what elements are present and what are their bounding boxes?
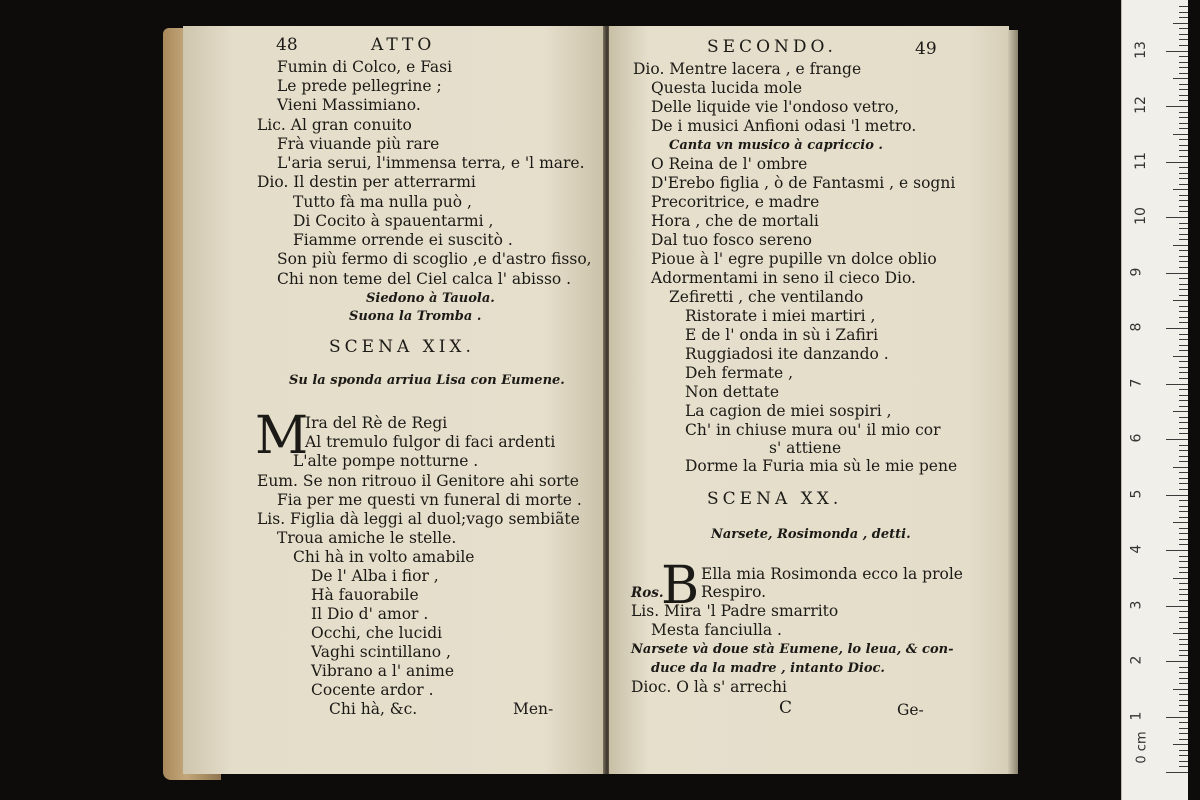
ruler-tick: [1179, 156, 1188, 157]
ruler-tick: [1179, 39, 1188, 40]
ruler-tick: [1179, 655, 1188, 656]
ruler-tick: [1166, 384, 1188, 385]
left-page: [183, 26, 607, 774]
text-line: Respiro.: [701, 583, 767, 601]
ruler-tick: [1179, 561, 1188, 562]
ruler-tick: [1166, 439, 1188, 440]
ruler-tick: [1173, 633, 1188, 634]
text-line: O Reina de l' ombre: [651, 155, 808, 173]
ruler-tick: [1179, 700, 1188, 701]
running-head: ATTO: [371, 35, 436, 55]
ruler-tick: [1179, 567, 1188, 568]
ruler-tick: [1179, 239, 1188, 240]
ruler-tick: [1173, 300, 1188, 301]
text-line: Il Dio d' amor .: [311, 605, 429, 623]
stage-direction: Siedono à Tauola.: [366, 291, 495, 306]
ruler-tick: [1179, 117, 1188, 118]
ruler-tick: [1179, 112, 1188, 113]
ruler-number: 12: [1132, 96, 1149, 114]
ruler-tick: [1166, 51, 1188, 52]
ruler-tick: [1179, 517, 1188, 518]
ruler-tick: [1173, 245, 1188, 246]
stage-direction: Su la sponda arriua Lisa con Eumene.: [289, 373, 565, 388]
ruler-tick: [1179, 678, 1188, 679]
ruler-tick: [1179, 600, 1188, 601]
ruler-tick: [1179, 145, 1188, 146]
ruler-tick: [1173, 522, 1188, 523]
text-line: De i musici Anfioni odasi 'l metro.: [651, 117, 917, 135]
ruler-number: 7: [1128, 378, 1145, 387]
ruler-tick: [1173, 411, 1188, 412]
text-line: Ella mia Rosimonda ecco la prole: [701, 565, 963, 583]
ruler-tick: [1179, 594, 1188, 595]
ruler-number: 5: [1128, 489, 1145, 498]
ruler-tick: [1166, 550, 1188, 551]
ruler-tick: [1179, 56, 1188, 57]
ruler-tick: [1179, 339, 1188, 340]
ruler-tick: [1179, 45, 1188, 46]
ruler-tick: [1166, 495, 1188, 496]
ruler-tick: [1179, 34, 1188, 35]
ruler-number: 13: [1132, 40, 1149, 59]
text-line: Cocente ardor .: [311, 681, 434, 699]
text-line: Pioue à l' egre pupille vn dolce oblio: [651, 250, 937, 268]
text-line: Precoritrice, e madre: [651, 193, 820, 211]
text-line: Lic. Al gran conuito: [257, 116, 412, 134]
text-line: De l' Alba i fior ,: [311, 567, 439, 585]
text-line: D'Erebo figlia , ò de Fantasmi , e sogni: [651, 174, 956, 192]
text-line: Ruggiadosi ite danzando .: [685, 345, 889, 363]
right-page: [609, 26, 1009, 774]
ruler-tick: [1179, 167, 1188, 168]
ruler-tick: [1173, 744, 1188, 745]
running-head: SECONDO.: [707, 37, 837, 57]
ruler-tick: [1179, 278, 1188, 279]
ruler-tick: [1179, 667, 1188, 668]
text-line: Hà fauorabile: [311, 586, 419, 604]
ruler-tick: [1173, 356, 1188, 357]
ruler-tick: [1173, 134, 1188, 135]
text-line: Dioc. O là s' arrechi: [631, 678, 788, 696]
ruler-tick: [1179, 483, 1188, 484]
ruler-tick: [1179, 506, 1188, 507]
ruler-tick: [1166, 606, 1188, 607]
text-line: Non dettate: [685, 383, 779, 401]
ruler-tick: [1179, 500, 1188, 501]
ruler-tick: [1166, 273, 1188, 274]
ruler-tick: [1179, 28, 1188, 29]
text-line: La cagion de miei sospiri ,: [685, 402, 892, 420]
ruler-tick: [1179, 228, 1188, 229]
ruler-tick: [1179, 528, 1188, 529]
ruler-tick: [1179, 62, 1188, 63]
text-line: Dal tuo fosco sereno: [651, 231, 813, 249]
text-line: Vibrano a l' anime: [311, 662, 455, 680]
ruler-tick: [1173, 467, 1188, 468]
text-line: Vaghi scintillano ,: [311, 643, 451, 661]
ruler-number: 9: [1128, 267, 1145, 276]
ruler-tick: [1179, 195, 1188, 196]
signature-mark: C: [779, 698, 793, 718]
text-line: Troua amiche le stelle.: [277, 529, 457, 547]
text-line: Vieni Massimiano.: [277, 96, 421, 114]
text-line: Fiamme orrende ei suscitò .: [293, 231, 513, 249]
text-line: Adormentami in seno il cieco Dio.: [651, 269, 916, 287]
text-line: Lis. Mira 'l Padre smarrito: [631, 602, 839, 620]
text-line: Eum. Se non ritrouo il Genitore ahi sorte: [257, 472, 579, 490]
ruler-tick: [1179, 489, 1188, 490]
text-line: L'aria serui, l'immensa terra, e 'l mare.: [277, 154, 585, 172]
text-line: Dio. Il destin per atterrarmi: [257, 173, 476, 191]
measuring-ruler: [1121, 0, 1188, 800]
text-line: E de l' onda in sù i Zafiri: [685, 326, 879, 344]
text-line: Frà viuande più rare: [277, 135, 440, 153]
ruler-tick: [1179, 472, 1188, 473]
text-line: Zefiretti , che ventilando: [669, 288, 864, 306]
ruler-number: 6: [1128, 433, 1145, 443]
ruler-tick: [1179, 6, 1188, 7]
ruler-tick: [1179, 511, 1188, 512]
ruler-tick: [1179, 178, 1188, 179]
ruler-tick: [1179, 628, 1188, 629]
text-line: Di Cocito à spauentarmi ,: [293, 212, 494, 230]
ruler-tick: [1179, 211, 1188, 212]
ruler-tick: [1179, 73, 1188, 74]
ruler-number: 8: [1128, 322, 1145, 332]
text-line: Al tremulo fulgor di faci ardenti: [305, 433, 556, 451]
ruler-tick: [1179, 378, 1188, 379]
text-line: Lis. Figlia dà leggi al duol;vago sembiãte: [257, 510, 580, 528]
stage-direction: duce da la madre , intanto Dioc.: [651, 661, 885, 676]
catchword: Men-: [513, 700, 554, 718]
text-line: s' attiene: [769, 439, 842, 457]
ruler-tick: [1179, 544, 1188, 545]
ruler-number: 2: [1128, 655, 1145, 665]
ruler-tick: [1179, 539, 1188, 540]
ruler-number: 1: [1128, 711, 1145, 720]
ruler-number: 10: [1132, 207, 1149, 225]
text-line: Fumin di Colco, e Fasi: [277, 58, 453, 76]
ruler-tick: [1179, 650, 1188, 651]
ruler-tick: [1179, 766, 1188, 767]
ruler-tick: [1179, 311, 1188, 312]
ruler-tick: [1179, 478, 1188, 479]
text-line: Chi non teme del Ciel calca l' abisso .: [277, 270, 572, 288]
ruler-tick: [1179, 672, 1188, 673]
ruler-tick: [1179, 428, 1188, 429]
page-number: 48: [276, 35, 298, 55]
ruler-tick: [1179, 361, 1188, 362]
ruler-tick: [1179, 12, 1188, 13]
text-line: Son più fermo di scoglio ,e d'astro fisso,: [277, 250, 592, 268]
ruler-tick: [1179, 583, 1188, 584]
ruler-tick: [1179, 395, 1188, 396]
ruler-tick: [1179, 533, 1188, 534]
ruler-tick: [1179, 256, 1188, 257]
ruler-tick: [1179, 284, 1188, 285]
ruler-number: 11: [1132, 151, 1149, 170]
ruler-number: 3: [1128, 600, 1145, 609]
drop-cap: B: [661, 556, 700, 616]
ruler-tick: [1179, 89, 1188, 90]
text-line: Mesta fanciulla .: [651, 621, 782, 639]
ruler-tick: [1179, 611, 1188, 612]
ruler-tick: [1179, 289, 1188, 290]
ruler-unit: 0 cm: [1134, 731, 1150, 764]
ruler-tick: [1179, 445, 1188, 446]
ruler-tick: [1179, 711, 1188, 712]
ruler-tick: [1173, 578, 1188, 579]
book-page-edges: [1008, 30, 1018, 774]
ruler-tick: [1166, 162, 1188, 163]
text-line: Ch' in chiuse mura ou' il mio cor: [685, 421, 941, 439]
ruler-tick: [1179, 406, 1188, 407]
ruler-tick: [1166, 106, 1188, 107]
text-line: Delle liquide vie l'ondoso vetro,: [651, 98, 900, 116]
stage-direction: Narsete, Rosimonda , detti.: [711, 527, 911, 542]
text-line: Fia per me questi vn funeral di morte .: [277, 491, 582, 509]
ruler-tick: [1173, 189, 1188, 190]
ruler-tick: [1179, 334, 1188, 335]
ruler-tick: [1179, 95, 1188, 96]
ruler-tick: [1166, 772, 1188, 773]
ruler-tick: [1179, 200, 1188, 201]
text-line: Chi hà in volto amabile: [293, 548, 475, 566]
ruler-tick: [1179, 367, 1188, 368]
ruler-tick: [1179, 261, 1188, 262]
ruler-tick: [1179, 139, 1188, 140]
ruler-tick: [1179, 622, 1188, 623]
ruler-tick: [1179, 350, 1188, 351]
text-line: Tutto fà ma nulla può ,: [293, 193, 472, 211]
ruler-tick: [1179, 722, 1188, 723]
ruler-tick: [1179, 694, 1188, 695]
stage-direction: Narsete và doue stà Eumene, lo leua, & con-: [631, 642, 954, 657]
ruler-tick: [1179, 683, 1188, 684]
ruler-tick: [1179, 705, 1188, 706]
ruler-tick: [1179, 400, 1188, 401]
ruler-tick: [1179, 739, 1188, 740]
ruler-tick: [1166, 661, 1188, 662]
ruler-tick: [1166, 717, 1188, 718]
ruler-tick: [1179, 317, 1188, 318]
text-line: Questa lucida mole: [651, 79, 803, 97]
text-line: Dio. Mentre lacera , e frange: [633, 60, 862, 78]
text-line: Dorme la Furia mia sù le mie pene: [685, 457, 958, 475]
text-line: Ira del Rè de Regi: [305, 414, 448, 432]
ruler-tick: [1166, 328, 1188, 329]
text-line: Le prede pellegrine ;: [277, 77, 442, 95]
ruler-tick: [1179, 556, 1188, 557]
text-line: Chi hà, &c.: [329, 700, 418, 718]
ruler-tick: [1179, 639, 1188, 640]
ruler-tick: [1179, 755, 1188, 756]
drop-cap: M: [255, 406, 309, 466]
ruler-tick: [1179, 322, 1188, 323]
ruler-tick: [1179, 450, 1188, 451]
ruler-tick: [1179, 461, 1188, 462]
scene-heading: SCENA XX.: [707, 489, 843, 509]
speaker-label: Ros.: [631, 585, 664, 601]
stage-direction: Suona la Tromba .: [349, 309, 482, 324]
ruler-tick: [1179, 422, 1188, 423]
ruler-tick: [1179, 295, 1188, 296]
ruler-tick: [1179, 84, 1188, 85]
page-number: 49: [915, 39, 937, 59]
ruler-tick: [1179, 306, 1188, 307]
ruler-tick: [1179, 733, 1188, 734]
ruler-tick: [1179, 173, 1188, 174]
ruler-tick: [1179, 389, 1188, 390]
ruler-tick: [1173, 23, 1188, 24]
text-line: L'alte pompe notturne .: [293, 452, 479, 470]
ruler-tick: [1179, 67, 1188, 68]
ruler-tick: [1179, 100, 1188, 101]
ruler-tick: [1179, 372, 1188, 373]
ruler-tick: [1179, 433, 1188, 434]
ruler-tick: [1166, 217, 1188, 218]
ruler-tick: [1179, 267, 1188, 268]
text-line: Ristorate i miei martiri ,: [685, 307, 876, 325]
ruler-tick: [1179, 223, 1188, 224]
scene-heading: SCENA XIX.: [329, 337, 475, 357]
text-line: Hora , che de mortali: [651, 212, 819, 230]
ruler-tick: [1179, 184, 1188, 185]
ruler-tick: [1179, 750, 1188, 751]
ruler-tick: [1179, 17, 1188, 18]
ruler-tick: [1179, 589, 1188, 590]
text-line: Deh fermate ,: [685, 364, 794, 382]
ruler-tick: [1173, 689, 1188, 690]
ruler-tick: [1179, 761, 1188, 762]
ruler-tick: [1179, 150, 1188, 151]
ruler-number: 4: [1128, 544, 1145, 554]
ruler-tick: [1179, 123, 1188, 124]
ruler-tick: [1179, 345, 1188, 346]
ruler-tick: [1173, 78, 1188, 79]
ruler-tick: [1179, 617, 1188, 618]
ruler-tick: [1179, 250, 1188, 251]
ruler-tick: [1179, 417, 1188, 418]
text-line: Occhi, che lucidi: [311, 624, 443, 642]
ruler-tick: [1179, 728, 1188, 729]
ruler-tick: [1179, 234, 1188, 235]
stage-direction: Canta vn musico à capriccio .: [669, 138, 883, 153]
ruler-tick: [1179, 456, 1188, 457]
ruler-tick: [1179, 206, 1188, 207]
catchword: Ge-: [897, 701, 924, 719]
ruler-tick: [1179, 128, 1188, 129]
ruler-tick: [1179, 644, 1188, 645]
ruler-tick: [1179, 572, 1188, 573]
